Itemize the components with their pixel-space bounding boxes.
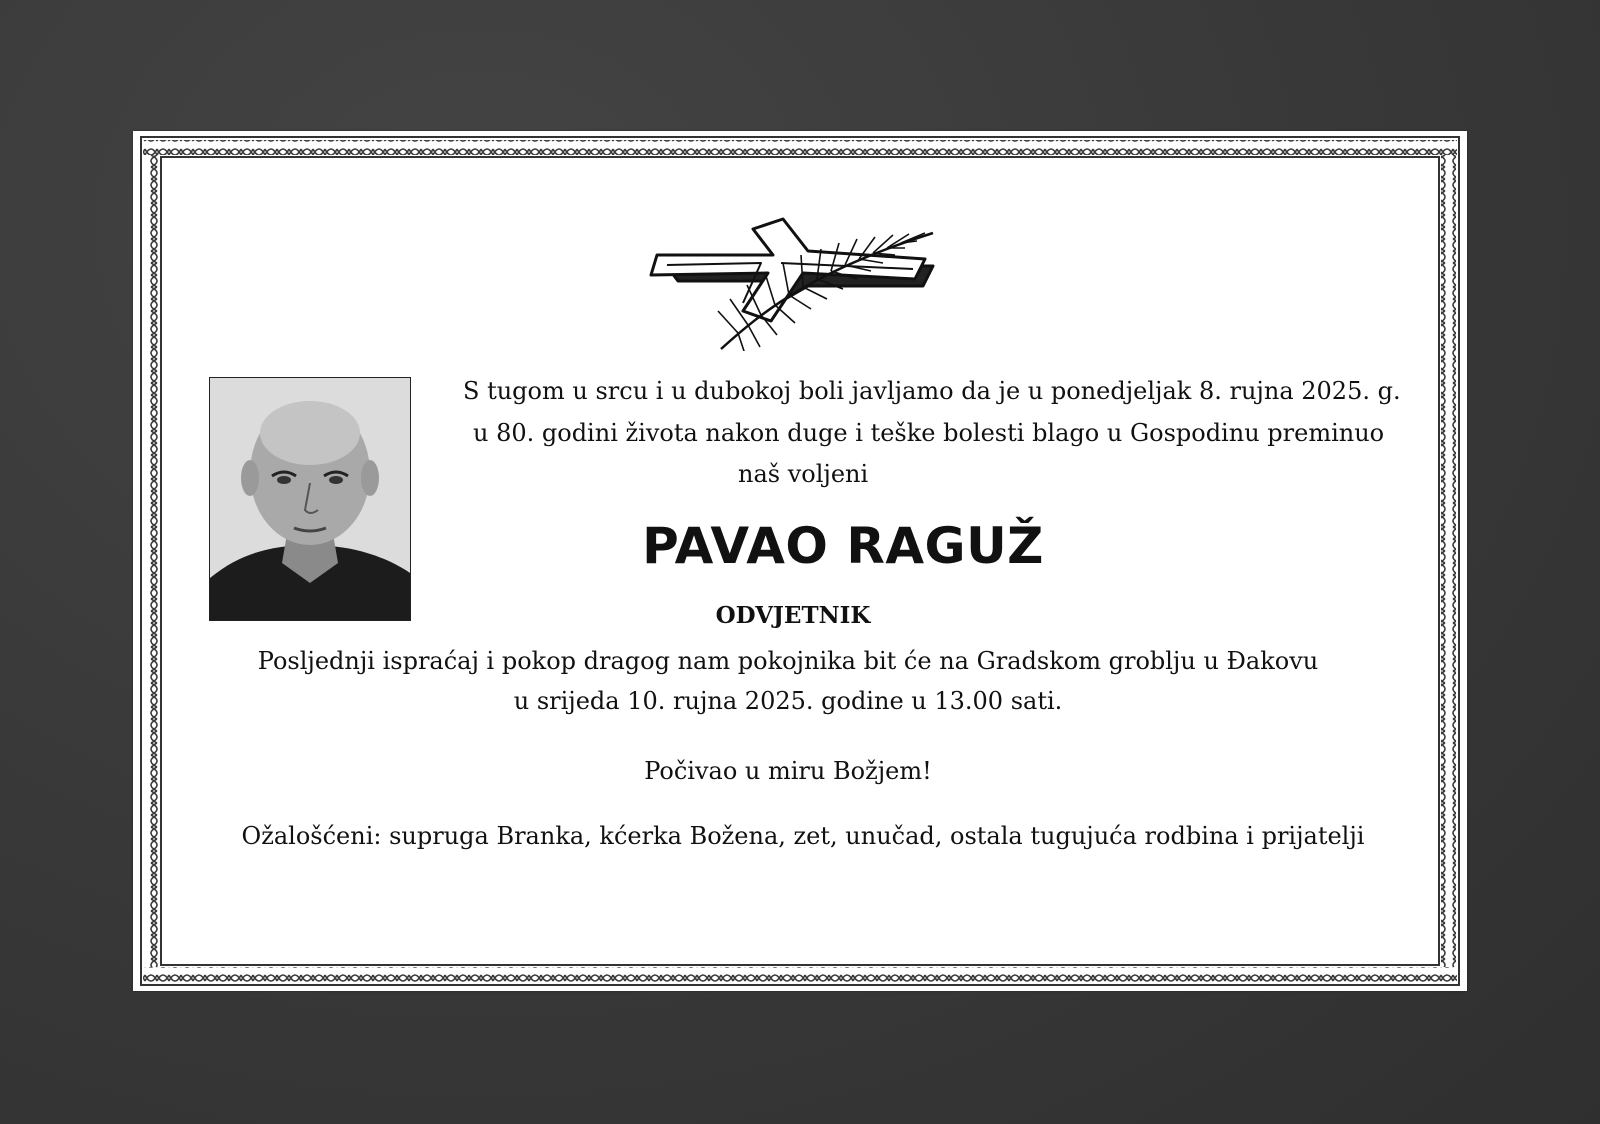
announcement-line-2: u 80. godini života nakon duge i teške bolesti blago u Gospodinu preminuo bbox=[473, 419, 1385, 447]
mourners-line: Ožalošćeni: supruga Branka, kćerka Božena, zet, unučad, ostala tugujuća rodbina i prijatelji bbox=[241, 822, 1365, 850]
obituary-card bbox=[133, 131, 1467, 991]
deceased-profession: ODVJETNIK bbox=[715, 602, 871, 629]
funeral-details-line-1: Posljednji ispraćaj i pokop dragog nam pokojnika bit će na Gradskom groblju u Đakovu bbox=[257, 647, 1319, 675]
deceased-portrait bbox=[209, 377, 411, 621]
cross-with-palm-branch-icon bbox=[643, 211, 943, 351]
funeral-details-line-2: u srijeda 10. rujna 2025. godine u 13.00 sati. bbox=[513, 687, 1063, 715]
announcement-line-1: S tugom u srcu i u dubokoj boli javljamo da je u ponedjeljak 8. rujna 2025. g. bbox=[463, 377, 1401, 405]
rest-in-peace-line: Počivao u miru Božjem! bbox=[644, 757, 932, 785]
portrait-photo bbox=[210, 378, 410, 620]
announcement-line-3: naš voljeni bbox=[738, 460, 869, 488]
deceased-name: PAVAO RAGUŽ bbox=[642, 517, 1044, 575]
